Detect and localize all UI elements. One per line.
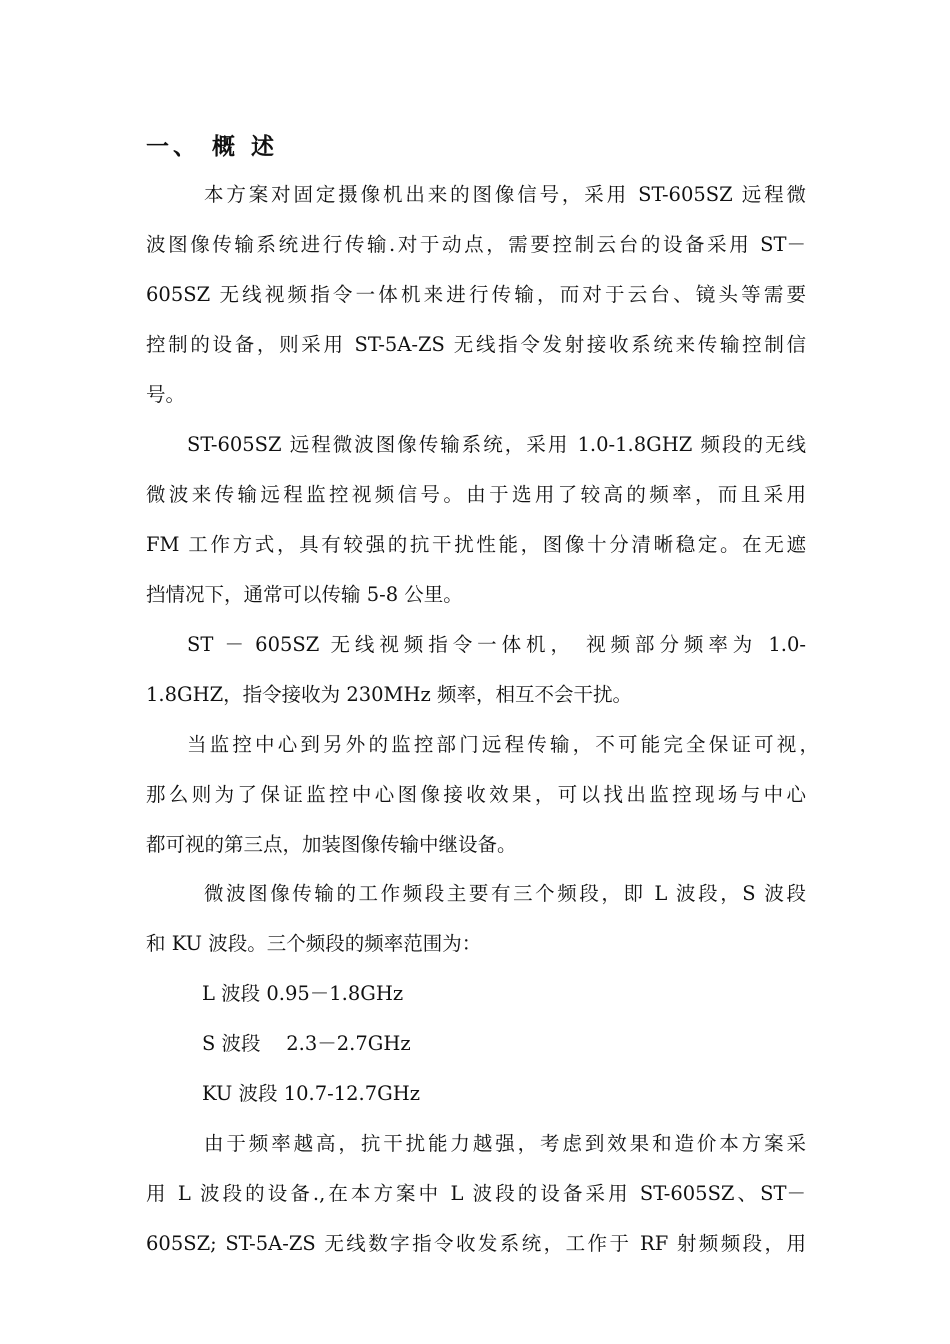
paragraph-line: 当监控中心到另外的监控部门远程传输，不可能完全保证可视，: [187, 733, 819, 756]
paragraph-line: 号。: [146, 383, 186, 406]
paragraph-line: 微波图像传输的工作频段主要有三个频段，即 L 波段，S 波段: [204, 882, 806, 905]
section-heading: 一、 概 述: [146, 133, 279, 160]
paragraph-line: 控制的设备，则采用 ST-5A-ZS 无线指令发射接收系统来传输控制信: [146, 333, 806, 356]
paragraph-line: ST － 605SZ 无线视频指令一体机， 视频部分频率为 1.0-: [187, 633, 806, 656]
frequency-band-line: L 波段 0.95－1.8GHz: [202, 982, 404, 1005]
paragraph-line: 本方案对固定摄像机出来的图像信号，采用 ST-605SZ 远程微: [204, 183, 806, 206]
paragraph-line: 挡情况下，通常可以传输 5-8 公里。: [146, 583, 463, 606]
paragraph-line: 和 KU 波段。三个频段的频率范围为：: [146, 932, 482, 955]
paragraph-line: 都可视的第三点，加装图像传输中继设备。: [146, 833, 517, 856]
paragraph-line: 波图像传输系统进行传输.对于动点，需要控制云台的设备采用 ST－: [146, 233, 806, 256]
paragraph-line: 那么则为了保证监控中心图像接收效果，可以找出监控现场与中心: [146, 783, 806, 806]
paragraph-line: 605SZ 无线视频指令一体机来进行传输，而对于云台、镜头等需要: [146, 283, 806, 306]
paragraph-line: 微波来传输远程监控视频信号。由于选用了较高的频率，而且采用: [146, 483, 806, 506]
paragraph-line: 由于频率越高，抗干扰能力越强，考虑到效果和造价本方案采: [204, 1132, 806, 1155]
paragraph-line: 605SZ; ST-5A-ZS 无线数字指令收发系统，工作于 RF 射频频段，用: [146, 1232, 806, 1255]
frequency-band-line: S 波段 2.3－2.7GHz: [202, 1032, 411, 1055]
paragraph-line: 用 L 波段的设备.,在本方案中 L 波段的设备采用 ST-605SZ、ST－: [146, 1182, 806, 1205]
frequency-band-line: KU 波段 10.7-12.7GHz: [202, 1082, 420, 1105]
paragraph-line: 1.8GHZ，指令接收为 230MHz 频率，相互不会干扰。: [146, 683, 633, 706]
paragraph-line: FM 工作方式，具有较强的抗干扰性能，图像十分清晰稳定。在无遮: [146, 533, 806, 556]
paragraph-line: ST-605SZ 远程微波图像传输系统，采用 1.0-1.8GHZ 频段的无线: [187, 433, 806, 456]
